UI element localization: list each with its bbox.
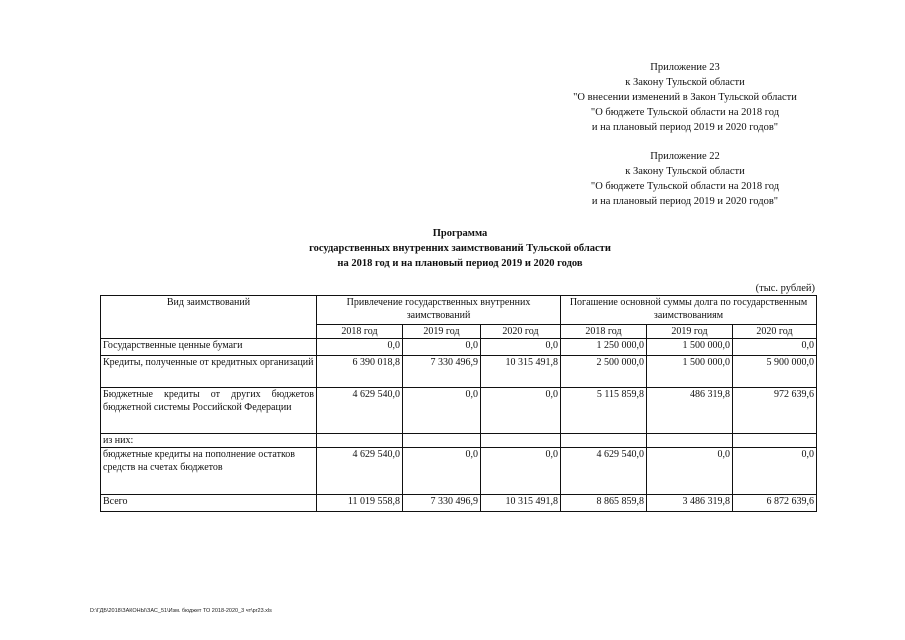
appendix-23-block <box>560 60 810 135</box>
appendix-22-block <box>560 149 810 209</box>
cell-value: 0,0 <box>481 388 561 434</box>
cell-value: 5 115 859,8 <box>561 388 647 434</box>
appendix-23-line: Приложение 23 <box>650 62 720 73</box>
cell-value: 0,0 <box>733 448 817 495</box>
header-year: 2019 год <box>647 325 733 339</box>
header-year: 2019 год <box>403 325 481 339</box>
table-row <box>101 434 817 448</box>
title-line: государственных внутренних заимствований Тульской области <box>309 243 611 254</box>
cell-value: 11 019 558,8 <box>317 495 403 512</box>
appendix-23-line: к Закону Тульской области <box>625 77 745 88</box>
cell-value <box>317 434 403 448</box>
cell-value <box>561 434 647 448</box>
appendix-22-line: Приложение 22 <box>650 151 720 162</box>
borrowing-program-table <box>100 295 817 512</box>
row-label: Государственные ценные бумаги <box>101 339 317 356</box>
table-row <box>101 339 817 356</box>
cell-value: 0,0 <box>317 339 403 356</box>
cell-value: 8 865 859,8 <box>561 495 647 512</box>
header-repayment-group: Погашение основной суммы долга по государственным заимствованиям <box>561 296 817 325</box>
cell-value: 4 629 540,0 <box>317 448 403 495</box>
header-year: 2018 год <box>317 325 403 339</box>
cell-value: 5 900 000,0 <box>733 356 817 388</box>
table-row <box>101 495 817 512</box>
cell-value: 2 500 000,0 <box>561 356 647 388</box>
cell-value: 6 390 018,8 <box>317 356 403 388</box>
file-path-footer: D:\ГДБ\2018\ЗАКОНЫ\ЗАС_51\Изм. бюджет ТО 2018-2020_3 чт\pr23.xls <box>90 608 272 614</box>
appendix-23-line: "О бюджете Тульской области на 2018 год <box>590 107 780 118</box>
units-label: (тыс. рублей) <box>755 283 815 294</box>
header-year: 2018 год <box>561 325 647 339</box>
row-label: Кредиты, полученные от кредитных организаций <box>101 356 317 388</box>
row-label: Всего <box>101 495 317 512</box>
cell-value <box>733 434 817 448</box>
cell-value: 10 315 491,8 <box>481 356 561 388</box>
cell-value: 0,0 <box>733 339 817 356</box>
cell-value: 0,0 <box>647 448 733 495</box>
title-line: на 2018 год и на плановый период 2019 и 2020 годов <box>337 258 583 269</box>
cell-value: 0,0 <box>481 339 561 356</box>
header-year: 2020 год <box>733 325 817 339</box>
cell-value: 1 500 000,0 <box>647 356 733 388</box>
cell-value <box>647 434 733 448</box>
cell-value: 7 330 496,9 <box>403 495 481 512</box>
document-title <box>200 226 720 271</box>
title-line: Программа <box>432 228 488 239</box>
cell-value: 972 639,6 <box>733 388 817 434</box>
table-row <box>101 388 817 434</box>
appendix-22-line: "О бюджете Тульской области на 2018 год <box>590 181 780 192</box>
table-header-row <box>101 296 817 325</box>
cell-value: 0,0 <box>403 448 481 495</box>
cell-value: 4 629 540,0 <box>561 448 647 495</box>
cell-value: 3 486 319,8 <box>647 495 733 512</box>
cell-value: 486 319,8 <box>647 388 733 434</box>
cell-value: 0,0 <box>403 388 481 434</box>
table-row <box>101 356 817 388</box>
table-row <box>101 448 817 495</box>
cell-value: 1 250 000,0 <box>561 339 647 356</box>
header-borrowing-type: Вид заимствований <box>101 296 317 339</box>
cell-value: 10 315 491,8 <box>481 495 561 512</box>
cell-value <box>403 434 481 448</box>
appendix-23-line: и на плановый период 2019 и 2020 годов" <box>591 122 779 133</box>
header-year: 2020 год <box>481 325 561 339</box>
cell-value: 6 872 639,6 <box>733 495 817 512</box>
cell-value: 4 629 540,0 <box>317 388 403 434</box>
cell-value: 7 330 496,9 <box>403 356 481 388</box>
appendix-22-line: и на плановый период 2019 и 2020 годов" <box>591 196 779 207</box>
row-label: из них: <box>101 434 317 448</box>
cell-value: 1 500 000,0 <box>647 339 733 356</box>
header-attraction-group: Привлечение государственных внутренних заимствований <box>317 296 561 325</box>
appendix-22-line: к Закону Тульской области <box>625 166 745 177</box>
cell-value <box>481 434 561 448</box>
cell-value: 0,0 <box>403 339 481 356</box>
row-label: Бюджетные кредиты от других бюджетов бюджетной системы Российской Федерации <box>101 388 317 434</box>
appendix-23-line: "О внесении изменений в Закон Тульской области <box>573 92 797 103</box>
cell-value: 0,0 <box>481 448 561 495</box>
row-label: бюджетные кредиты на пополнение остатков средств на счетах бюджетов <box>101 448 317 495</box>
